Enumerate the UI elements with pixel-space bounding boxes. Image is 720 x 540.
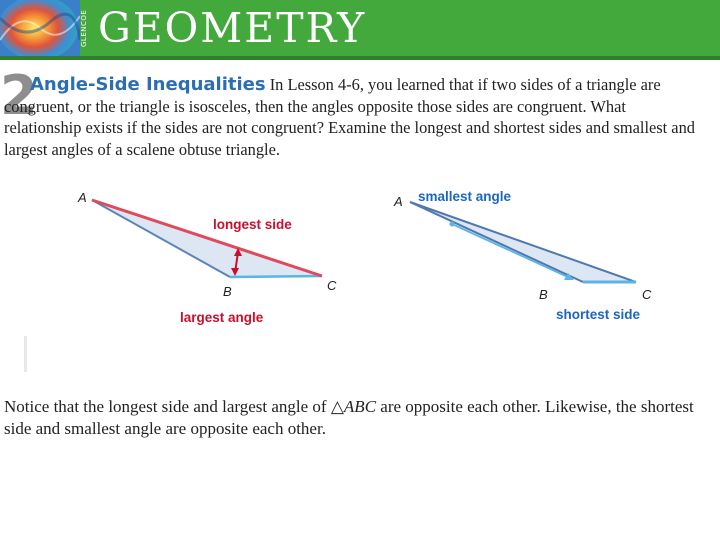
intro-text: In Lesson 4-6, you learned that if two sides of a triangle are congruent, or the triangle is isosceles, then the angles opposite those sides are congruent. What relationship exists if the sides are not congruent? Examine the longest and shortest sides and smallest and largest angles of a scalene obtuse triangle. [4,75,695,159]
header-bar [0,0,720,56]
triangle-diagrams [0,180,720,340]
left-largest-angle-label: largest angle [180,310,264,325]
publisher-brand: GLENCOE [80,9,88,47]
right-vertex-b: B [539,287,548,302]
right-vertex-c: C [642,287,652,302]
left-longest-side-label: longest side [213,217,292,232]
margin-mark [24,336,27,372]
right-vertex-a: A [394,194,403,209]
right-opposite-arrow-shaft [452,224,570,278]
left-vertex-a: A [78,190,87,205]
course-title: GEOMETRY [98,4,367,52]
right-shortest-side-label: shortest side [556,307,641,322]
conclusion-text-end: are opposite each other. Likewise, the shortest side and smallest angle are opposite each other. [4,397,694,438]
conclusion-paragraph [4,396,714,440]
lesson-number: 2 [0,64,38,127]
left-vertex-c: C [327,278,337,293]
right-angle-marker [450,222,455,227]
triangle-symbol: △ [330,397,344,416]
textbook-cover-thumbnail [0,0,80,56]
header-divider [0,56,720,60]
intro-paragraph [4,74,704,160]
right-side-ac [410,202,636,282]
section-heading: Angle-Side Inequalities [30,74,266,95]
right-triangle-figure [393,189,652,322]
right-smallest-angle-label: smallest angle [418,189,512,204]
right-side-ab [410,202,583,282]
conclusion-text-start: Notice that the longest side and largest angle of [4,397,331,416]
left-vertex-b: B [223,284,232,299]
left-triangle-figure [77,190,337,325]
left-side-bc [230,276,322,277]
abstract-cover-art-icon [0,0,80,56]
triangle-name: ABC [343,397,377,416]
